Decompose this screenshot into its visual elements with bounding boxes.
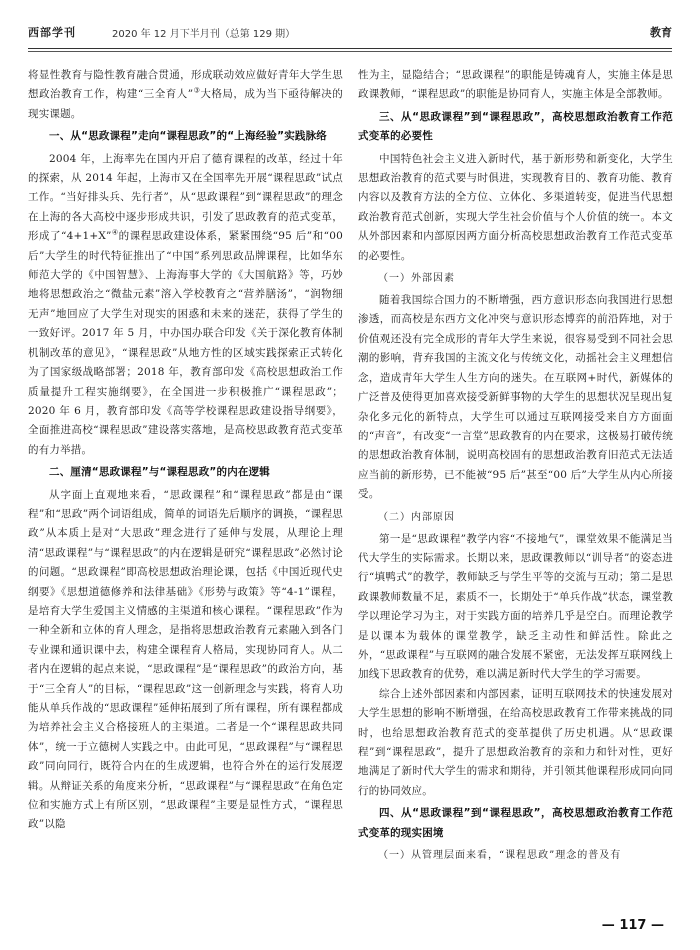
journal-name: 西部学刊: [28, 26, 76, 39]
header-rule-thick: [28, 48, 672, 49]
footnote-ref: ④: [111, 228, 119, 237]
section-heading-2: 二、厘清“思政课程”与“课程思政”的内在逻辑: [49, 466, 271, 479]
page-header: [28, 22, 672, 48]
header-rule-thin: [28, 51, 672, 52]
section-heading-4: 四、从“思政课程”到“课程思政”，高校思想政治教育工作范式变革的现实困境: [358, 807, 673, 839]
footnote-ref: ③: [193, 86, 201, 95]
left-column: [28, 66, 343, 906]
paragraph-necessity: 中国特色社会主义进入新时代，基于新形势和新变化，大学生思想政治教育的范式要与时俱进，实现教育目的、教育功能、教育内容以及教育方法的全方位、立体化、多渠道转变，促进当代思想政治教育范式创新，实现大学生社会价值与个人价值的统一。本文从外部因素和内部原因两方面分析高校思想政治教育工作范式变革的必要性。: [358, 152, 673, 262]
paragraph-continued: 性为主，显隐结合；“思政课程”的职能是铸魂育人，实施主体是思政课教师，“课程思政”的职能是协同育人，实施主体是全部教师。: [358, 69, 673, 101]
subheading-external: （一）外部因素: [378, 273, 455, 285]
right-column: [358, 66, 673, 906]
section-heading-3: 三、从“思政课程”到“课程思政”，高校思想政治教育工作范式变革的必要性: [358, 110, 673, 143]
section-label: 教育: [650, 26, 672, 39]
page-number: — 117 —: [601, 918, 664, 933]
paragraph-summary: 综合上述外部因素和内部因素，证明互联网技术的快速发展对大学生思想的影响不断增强，在给高校思政教育工作带来挑战的同时，也给思想政治教育范式的变革提供了历史机遇。从“思政课程”到“课程思政”，提升了思想政治教育的亲和力和针对性，更好地满足了新时代大学生的需求和期待，并引领其他课程形成同向同行的协同效应。: [358, 687, 673, 797]
paragraph-shanghai: 2004 年，上海率先在国内开启了德育课程的改革，经过十年的探索，从 2014 年起，上海市又在全国率先开展“课程思政”试点工作。“当好排头兵、先行者”，从“思政课程”到“课程思政”的理念在上海的各大高校中逐步形成共识，引发了思政教育的范式变革，形成了“4+1+X”④的课程思政建设体系，紧紧围绕“95 后”和“00 后”大学生的时代特征推出了“中国”系列思政品牌课程，比如华东师范大学的《中国智慧》、上海海事大学的《大国航路》等，巧妙地将思想政治之“微盐元素”溶入学校教育之“营养膳汤”，“润物细无声”地回应了大学生对现实的困惑和未来的迷茫，获得了学生的一致好评。2017 年 5 月，中办国办联合印发《关于深化教育体制机制改革的意见》，“课程思政”从地方性的区域实践探索正式转化为了国家级战略部署；2018 年，教育部印发《高校思想政治工作质量提升工程实施纲要》，在全国进一步积极推广“课程思政”；2020 年 6 月，教育部印发《高等学校课程思政建设指导纲要》，全面推进高校“课程思政”建设落实落地，是高校思政教育范式变革的有力举措。: [28, 152, 343, 456]
section-heading-1: 一、从“思政课程”走向“课程思政”的“上海经验”实践脉络: [49, 130, 328, 143]
paragraph-internal: 第一是“思政课程”教学内容“不接地气”，课堂效果不能满足当代大学生的实际需求。长期以来，思政课教师以“训导者”的姿态进行“填鸭式”的教学，教师缺乏与学生平等的交流与互动；第二是思政课教师数量不足，素质不一，长期处于“单兵作战”状态，课堂教学以理论学习为主，对于实践方面的培养几乎是空白。而理论教学是以课本为载体的课堂教学，缺乏主动性和鲜活性。除此之外，“思政课程”与互联网的融合发展不紧密，无法发挥互联网线上加线下思政教育的优势，难以满足新时代大学生的学习需要。: [358, 532, 673, 681]
intro-paragraph: 将显性教育与隐性教育融合贯通，形成联动效应做好青年大学生思想政治教育工作，构建“三全育人”③大格局，成为当下亟待解决的现实课题。: [28, 69, 343, 120]
subheading-management: （一）从管理层面来看，“课程思政”理念的普及有: [378, 850, 622, 862]
issue-info: 2020 年 12 月下半月刊（总第 129 期）: [112, 29, 296, 40]
paragraph-logic: 从字面上直观地来看，“思政课程”和“课程思政”都是由“课程”和“思政”两个词语组成，简单的词语先后顺序的调换，“课程思政”从本质上是对“大思政”理念进行了延伸与发展，从理论上理清“思政课程”与“课程思政”的内在逻辑是研究“课程思政”必然讨论的问题。“思政课程”即高校思想政治理论课，包括《中国近现代史纲要》《思想道德修养和法律基础》《形势与政策》等“4-1”课程，是培育大学生爱国主义情感的主渠道和核心课程。“课程思政”作为一种全新和立体的育人理念，是指将思想政治教育元素融入到各门专业课和通识课中去，构建全课程育人格局，实现协同育人。从二者内在逻辑的起点来说，“思政课程”是“课程思政”的政治方向，基于“三全育人”的目标，“课程思政”这一创新理念与实践，将育人功能从单兵作战的“思政课程”延伸拓展到了所有课程，所有课程都成为培养社会主义合格接班人的主渠道。二者是一个“课程思政共同体”，统一于立德树人实践之中。由此可见，“思政课程”与“课程思政”同向同行，既符合内在的生成逻辑，也符合外在的运行发展逻辑。从辩证关系的角度来分析，“思政课程”与“课程思政”在角色定位和实施方式上有所区别，“思政课程”主要是显性方式，“课程思政”以隐: [28, 488, 343, 831]
subheading-internal: （二）内部原因: [378, 511, 455, 523]
paragraph-external: 随着我国综合国力的不断增强，西方意识形态向我国进行思想渗透，而高校是东西方文化冲突与意识形态博弈的前沿阵地，对于价值观还没有完全成形的青年大学生来说，很容易受到不同社会思潮的影响，背弃我国的主流文化与传统文化，动摇社会主义理想信念，造成青年大学生人生方向的迷失。在互联网+时代，新媒体的广泛普及使得更加喜欢接受新鲜事物的大学生的思想状况呈现出复杂化多元化的新特点，大学生可以通过互联网接受来自方方面面的“声音”，有改变“一言堂”思政教育的内在要求，这极易打破传统的思想政治教育体制，说明高校固有的思想政治教育旧范式无法适应当前的新形势，已不能被“95 后”甚至“00 后”大学生从内心所接受。: [358, 294, 673, 501]
